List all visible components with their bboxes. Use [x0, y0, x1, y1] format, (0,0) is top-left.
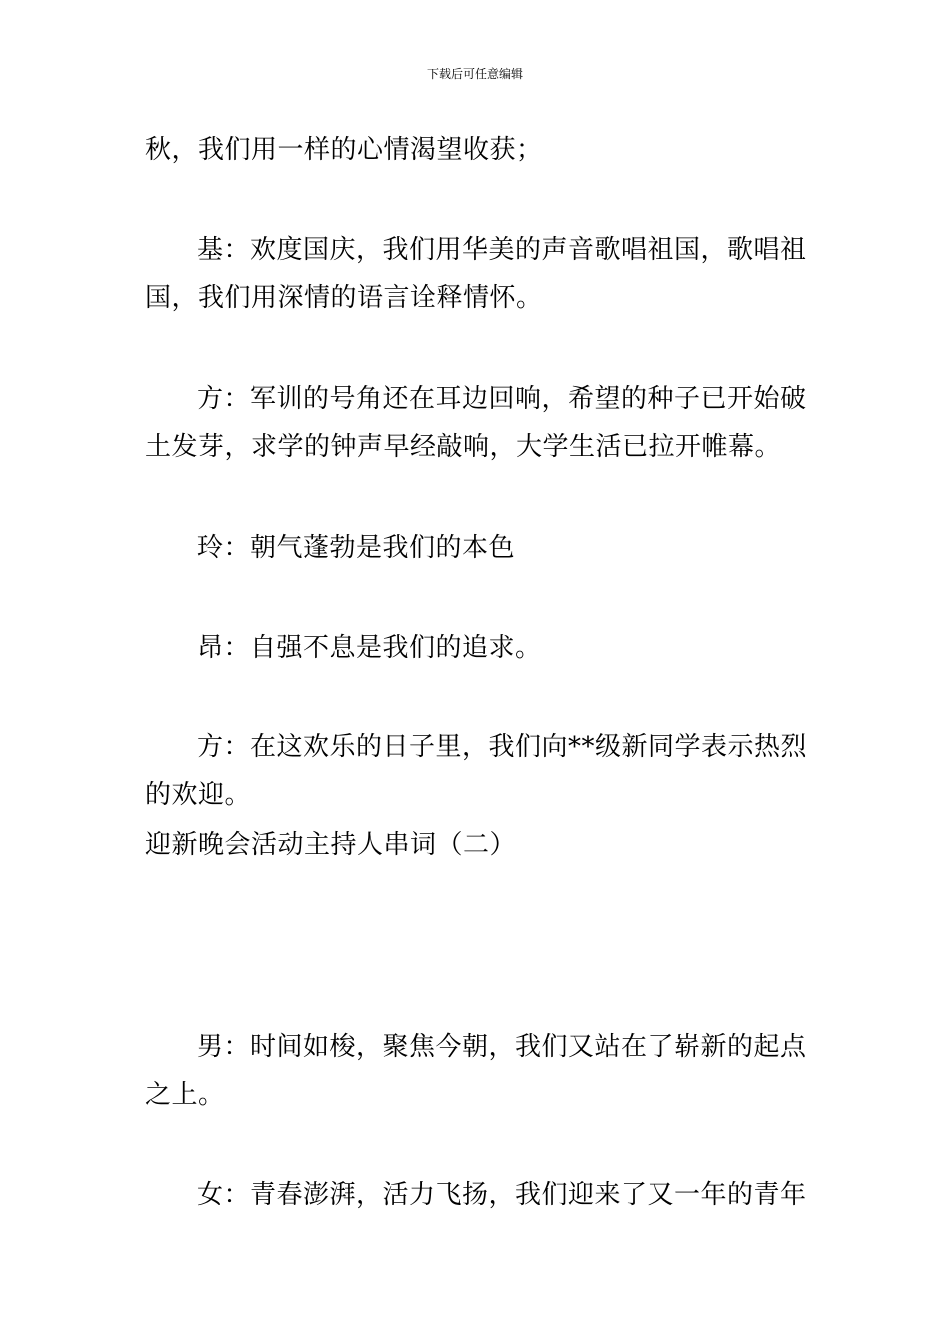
paragraph-3: 方：军训的号角还在耳边回响，希望的种子已开始破土发芽，求学的钟声早经敲响，大学生活已拉开帷幕。 [145, 384, 807, 462]
paragraph-5: 昂：自强不息是我们的追求。 [197, 633, 542, 663]
section-heading: 迎新晚会活动主持人串词（二） [145, 830, 517, 860]
paragraph-1: 秋，我们用一样的心情渴望收获； [145, 135, 543, 165]
paragraph-8: 女：青春澎湃，活力飞扬，我们迎来了又一年的青年 [197, 1180, 807, 1210]
paragraph-6: 方：在这欢乐的日子里，我们向**级新同学表示热烈的欢迎。 [145, 732, 808, 810]
page-header: 下载后可任意编辑 [426, 67, 523, 81]
paragraph-2: 基：欢度国庆，我们用华美的声音歌唱祖国，歌唱祖国，我们用深情的语言诠释情怀。 [145, 235, 807, 313]
paragraph-7: 男：时间如梭，聚焦今朝，我们又站在了崭新的起点之上。 [145, 1032, 807, 1110]
paragraph-4: 玲：朝气蓬勃是我们的本色 [197, 533, 516, 563]
